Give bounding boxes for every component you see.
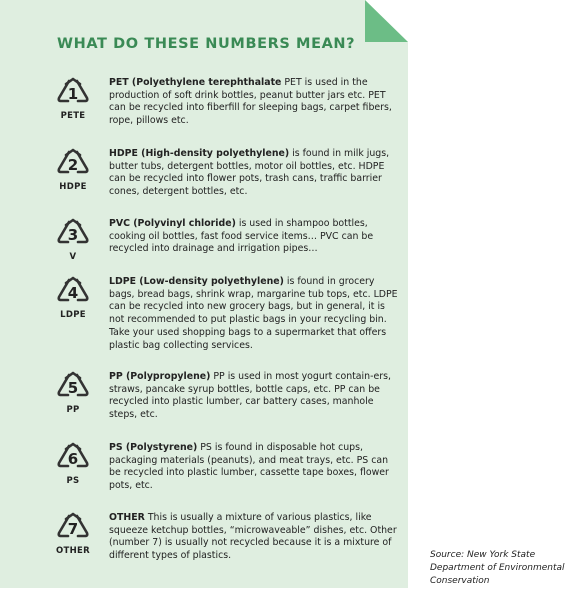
- recycling-symbol: [52, 512, 94, 556]
- resin-description: [109, 77, 399, 128]
- resin-term: PET (Polyethylene terephthalate: [109, 77, 282, 88]
- resin-code: V: [69, 252, 77, 262]
- resin-description: [109, 371, 399, 422]
- recycling-triangle-icon: [55, 371, 91, 403]
- source-credit: Source: New York State Department of Environmental Conservation: [430, 550, 565, 586]
- recycling-triangle-icon: [55, 276, 91, 308]
- resin-description: [109, 512, 399, 563]
- recycling-triangle-icon: [55, 148, 91, 180]
- page-fold-corner: [365, 0, 408, 42]
- resin-term: PVC (Polyvinyl chloride): [109, 218, 236, 229]
- recycling-symbol: [52, 218, 94, 262]
- recycling-triangle-icon: [55, 512, 91, 544]
- resin-text: This is usually a mixture of various plastics, like squeeze ketchup bottles, “microwaveable” dishes, etc. Other (number 7) is usually not recycled because it is a mixture of different types of plastics.: [109, 512, 397, 562]
- resin-description: [109, 276, 399, 352]
- resin-text: PS is found in disposable hot cups, packaging materials (peanuts), and meat trays, etc. PS can be recycled into plastic lumber, cassette tape boxes, flower pots, etc.: [109, 442, 389, 492]
- recycling-triangle-icon: [55, 218, 91, 250]
- resin-number: 1: [67, 85, 79, 103]
- recycling-symbol: [52, 276, 94, 320]
- resin-text: is used in shampoo bottles, cooking oil bottles, fast food service items… PVC can be recycled into drainage and irrigation pipes…: [109, 218, 374, 255]
- resin-text: PET is used in the production of soft drink bottles, peanut butter jars etc. PET can be recycled into fiberfill for sleeping bags, carpet fibers, rope, pillows etc.: [109, 77, 392, 127]
- recycling-symbol: [52, 77, 94, 121]
- resin-number: 7: [67, 520, 79, 538]
- recycling-triangle-icon: [55, 77, 91, 109]
- resin-text: PP is used in most yogurt contain-ers, straws, pancake syrup bottles, bottle caps, etc. PP can be recycled into plastic lumber, car battery cases, manhole steps, etc.: [109, 371, 391, 421]
- resin-text: is found in milk jugs, butter tubs, detergent bottles, motor oil bottles, etc. HDPE can be recycled into flower pots, trash cans, traffic barrier cones, detergent bottles, etc.: [109, 148, 390, 198]
- resin-number: 4: [67, 284, 79, 302]
- resin-code: PETE: [60, 111, 86, 121]
- resin-number: 6: [67, 450, 79, 468]
- resin-description: [109, 148, 399, 199]
- resin-number: 3: [67, 226, 79, 244]
- recycling-symbol: [52, 371, 94, 415]
- resin-code: PS: [66, 476, 80, 486]
- resin-code: OTHER: [56, 546, 90, 556]
- resin-description: [109, 218, 399, 256]
- resin-code: LDPE: [60, 310, 86, 320]
- resin-term: OTHER: [109, 512, 145, 523]
- recycling-symbol: [52, 442, 94, 486]
- page-title: WHAT DO THESE NUMBERS MEAN?: [57, 36, 356, 52]
- resin-code: PP: [66, 405, 80, 415]
- resin-number: 5: [67, 379, 79, 397]
- resin-term: PP (Polypropylene): [109, 371, 211, 382]
- resin-term: PS (Polystyrene): [109, 442, 198, 453]
- recycling-symbol: [52, 148, 94, 192]
- recycling-triangle-icon: [55, 442, 91, 474]
- resin-description: [109, 442, 399, 493]
- resin-term: LDPE (Low-density polyethylene): [109, 276, 284, 287]
- resin-text: is found in grocery bags, bread bags, shrink wrap, margarine tub tops, etc. LDPE can be recycled into new grocery bags, but in general, it is not recommended to put plastic bags in your recycling bin. Take your used shopping bags to a supermarket that offers plastic bag collecting services.: [109, 276, 398, 351]
- resin-number: 2: [67, 156, 79, 174]
- resin-code: HDPE: [59, 182, 87, 192]
- resin-term: HDPE (High-density polyethylene): [109, 148, 290, 159]
